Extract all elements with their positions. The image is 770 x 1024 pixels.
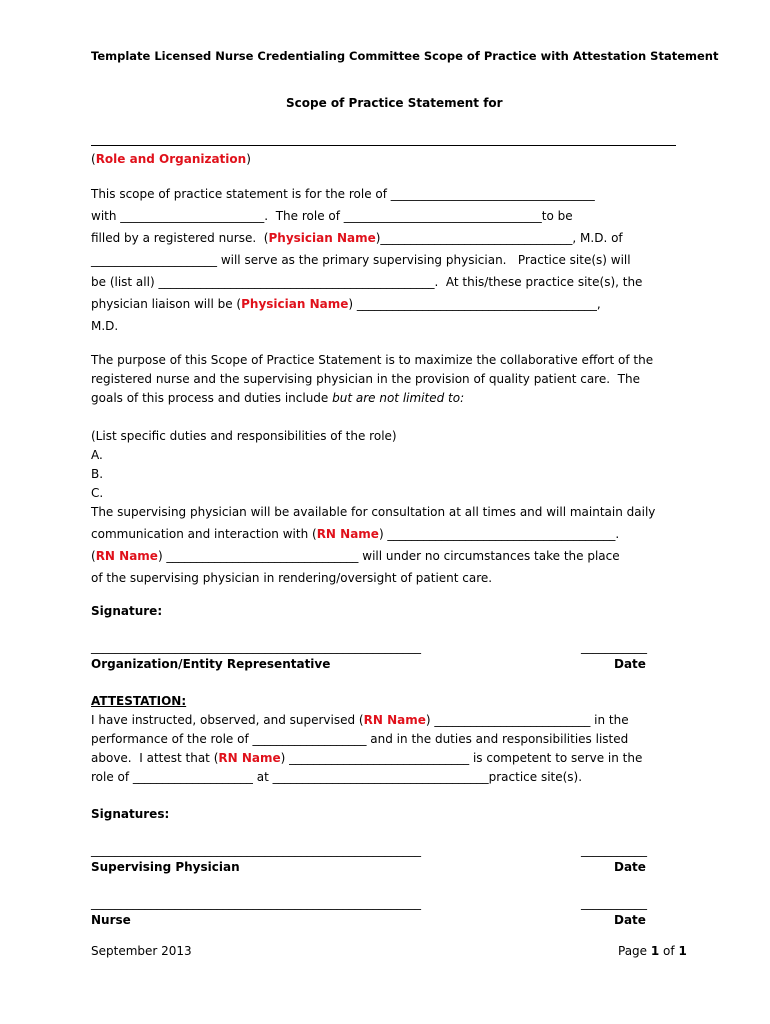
page-total: 1 (678, 944, 687, 958)
supervision-line-3a: ( (91, 549, 96, 563)
attestation-heading: ATTESTATION: (91, 694, 187, 708)
scope-line-3 (91, 230, 623, 246)
attestation-line-3 (91, 750, 642, 766)
scope-line-3a: filled by a registered nurse. ( (91, 231, 269, 245)
supervision-line-3 (91, 548, 620, 564)
supervision-line-4: of the supervising physician in rendering/oversight of patient care. (91, 571, 493, 585)
physician-date-line: ___________ (581, 843, 647, 857)
supervising-physician-label: Supervising Physician (91, 860, 240, 874)
supervision-line-2a: communication and interaction with ( (91, 527, 317, 541)
scope-line-7: M.D. (91, 319, 119, 333)
nurse-signature-line: _______________________________________________________ (91, 896, 421, 910)
org-signature-line: _______________________________________________________ (91, 640, 421, 654)
signatures-heading: Signatures: (91, 807, 170, 821)
scope-line-5: be (list all) ______________________________________________. At this/these practice site(s), the (91, 275, 643, 289)
purpose-line-3a: goals of this process and duties include (91, 391, 333, 405)
page-current: 1 (650, 944, 660, 958)
scope-line-6c: ) ________________________________________, (348, 297, 601, 311)
attestation-line-1a: I have instructed, observed, and supervised ( (91, 713, 364, 727)
scope-line-2: with ________________________. The role of _________________________________to be (91, 209, 573, 223)
supervision-line-1: The supervising physician will be available for consultation at all times and will maintain daily (91, 505, 656, 519)
rn-name-placeholder: RN Name (316, 527, 379, 541)
paren-open: ( (91, 152, 96, 166)
attestation-line-2: performance of the role of ___________________ and in the duties and responsibilities listed (91, 732, 629, 746)
rn-name-placeholder: RN Name (363, 713, 426, 727)
role-org-label (91, 151, 251, 167)
paren-close: ) (246, 152, 251, 166)
supervision-line-2c: ) ______________________________________. (378, 527, 620, 541)
role-org-fill-line (91, 145, 676, 146)
scope-line-4: _____________________ will serve as the primary supervising physician. Practice site(s) will (91, 253, 631, 267)
physician-name-placeholder: Physician Name (268, 231, 376, 245)
physician-date-label: Date (614, 860, 646, 874)
purpose-line-2: registered nurse and the supervising physician in the provision of quality patient care. The (91, 372, 640, 386)
attestation-line-1 (91, 712, 629, 728)
role-org-placeholder: Role and Organization (95, 152, 247, 166)
physician-liaison-placeholder: Physician Name (241, 297, 349, 311)
attestation-line-1c: ) __________________________ in the (425, 713, 629, 727)
page-of: of (659, 944, 679, 958)
rn-name-placeholder: RN Name (95, 549, 158, 563)
physician-signature-line: _______________________________________________________ (91, 843, 421, 857)
page-number (618, 943, 687, 959)
org-representative-label: Organization/Entity Representative (91, 657, 331, 671)
org-date-line: ___________ (581, 640, 647, 654)
signature-heading: Signature: (91, 604, 163, 618)
scope-line-6a: physician liaison will be ( (91, 297, 242, 311)
purpose-line-3 (91, 390, 464, 406)
supervision-line-2 (91, 526, 619, 542)
nurse-label: Nurse (91, 913, 131, 927)
document-subtitle: Scope of Practice Statement for (286, 96, 503, 110)
rn-name-placeholder: RN Name (218, 751, 281, 765)
document-title: Template Licensed Nurse Credentialing Committee Scope of Practice with Attestation Statement (91, 49, 719, 63)
duty-item-b: B. (91, 467, 104, 481)
nurse-date-line: ___________ (581, 896, 647, 910)
duties-intro: (List specific duties and responsibilities of the role) (91, 429, 397, 443)
duty-item-a: A. (91, 448, 103, 462)
footer-date: September 2013 (91, 944, 192, 958)
attestation-line-3c: ) ______________________________ is competent to serve in the (280, 751, 643, 765)
purpose-line-1: The purpose of this Scope of Practice Statement is to maximize the collaborative effort of the (91, 353, 654, 367)
scope-line-1: This scope of practice statement is for the role of __________________________________ (91, 187, 595, 201)
page-prefix: Page (618, 944, 651, 958)
scope-line-3c: )________________________________, M.D. of (375, 231, 623, 245)
duty-item-c: C. (91, 486, 104, 500)
scope-line-6 (91, 296, 601, 312)
attestation-line-4: role of ____________________ at ____________________________________practice site(s). (91, 770, 583, 784)
purpose-line-3b: but are not limited to: (332, 391, 465, 405)
nurse-date-label: Date (614, 913, 646, 927)
attestation-line-3a: above. I attest that ( (91, 751, 219, 765)
org-date-label: Date (614, 657, 646, 671)
supervision-line-3c: ) ________________________________ will under no circumstances take the place (157, 549, 620, 563)
